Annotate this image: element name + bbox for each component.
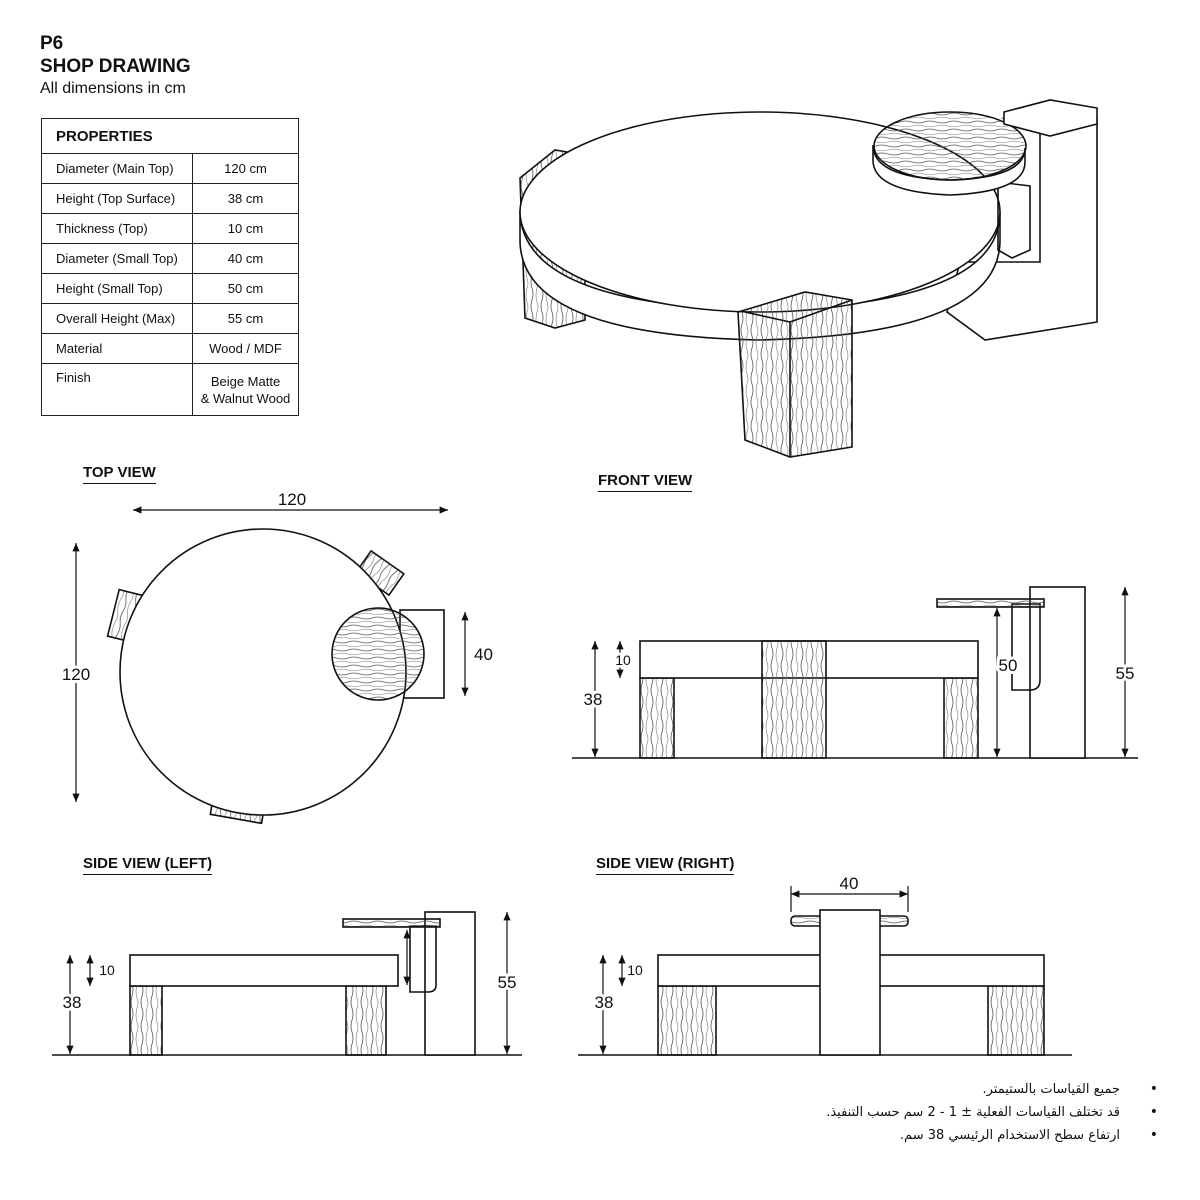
- dim-right-thickness: 10: [627, 962, 643, 978]
- property-value: 120 cm: [193, 154, 299, 184]
- side-left-small-top: [343, 919, 440, 927]
- property-label: Height (Small Top): [42, 274, 193, 304]
- side-left-main-top: [130, 955, 398, 986]
- note-text: ارتفاع سطح الاستخدام الرئيسي 38 سم.: [899, 1128, 1120, 1143]
- property-label: Thickness (Top): [42, 214, 193, 244]
- isometric-view: [520, 100, 1097, 457]
- note-text: جميع القياسات بالستيمتر.: [982, 1082, 1120, 1097]
- dim-top-width: 120: [277, 490, 307, 509]
- drawing-code: P6: [40, 33, 64, 54]
- dim-left-height: 38: [62, 993, 82, 1012]
- iso-front-leg: [738, 292, 852, 457]
- front-leg-left: [640, 678, 674, 758]
- front-small-top: [937, 599, 1044, 607]
- dim-top-small: 40: [474, 645, 493, 664]
- front-view: [572, 587, 1138, 758]
- property-label: Finish: [42, 364, 193, 416]
- property-value: 10 cm: [193, 214, 299, 244]
- note-item: [826, 1101, 1158, 1124]
- side-right-view: [578, 910, 1072, 1055]
- side-right-support: [820, 910, 880, 1055]
- side-right-view-title: SIDE VIEW (RIGHT): [596, 855, 734, 875]
- front-leg-center: [762, 641, 826, 758]
- dim-right-small-width: 40: [839, 874, 859, 893]
- side-left-view: [52, 912, 522, 1055]
- dim-left-overall: 55: [497, 973, 517, 992]
- dim-front-height: 38: [583, 690, 603, 709]
- side-left-leg-left: [130, 986, 162, 1055]
- finish-line-1: Beige Matte: [210, 373, 281, 389]
- bullet: •: [1149, 1104, 1158, 1120]
- properties-heading: PROPERTIES: [42, 119, 299, 154]
- side-left-support: [425, 912, 475, 1055]
- note-text: قد تختلف القياسات الفعلية ± 1 - 2 سم حسب التنفيذ.: [826, 1105, 1120, 1120]
- front-view-title: FRONT VIEW: [598, 472, 692, 492]
- property-value: 55 cm: [193, 304, 299, 334]
- property-label: Diameter (Main Top): [42, 154, 193, 184]
- side-left-view-title: SIDE VIEW (LEFT): [83, 855, 212, 875]
- top-view: [108, 529, 444, 823]
- drawing-subtitle: All dimensions in cm: [40, 80, 186, 97]
- iso-side-arm: [998, 182, 1030, 258]
- property-label: Material: [42, 334, 193, 364]
- property-value: 50 cm: [193, 274, 299, 304]
- top-view-small-top: [332, 608, 424, 700]
- finish-line-2: & Walnut Wood: [200, 390, 291, 406]
- note-item: [826, 1124, 1158, 1147]
- dim-left-thickness: 10: [99, 962, 115, 978]
- side-right-leg-left: [658, 986, 716, 1055]
- top-view-title: TOP VIEW: [83, 464, 156, 484]
- side-right-leg-right: [988, 986, 1044, 1055]
- dim-right-height: 38: [594, 993, 614, 1012]
- bullet: •: [1149, 1081, 1158, 1097]
- side-left-leg-right: [346, 986, 386, 1055]
- front-support: [1030, 587, 1085, 758]
- bullet: •: [1149, 1127, 1158, 1143]
- drawing-title: SHOP DRAWING: [40, 56, 191, 77]
- dim-top-height: 120: [61, 665, 91, 684]
- property-label: Overall Height (Max): [42, 304, 193, 334]
- front-leg-right: [944, 678, 978, 758]
- property-value: 38 cm: [193, 184, 299, 214]
- property-value: Wood / MDF: [193, 334, 299, 364]
- property-label: Diameter (Small Top): [42, 244, 193, 274]
- dim-front-thickness: 10: [615, 652, 631, 668]
- property-label: Height (Top Surface): [42, 184, 193, 214]
- property-value: 40 cm: [193, 244, 299, 274]
- dim-front-small-height: 50: [998, 656, 1018, 675]
- note-item: [826, 1078, 1158, 1101]
- notes-list: [826, 1078, 1158, 1147]
- dim-front-overall: 55: [1115, 664, 1135, 683]
